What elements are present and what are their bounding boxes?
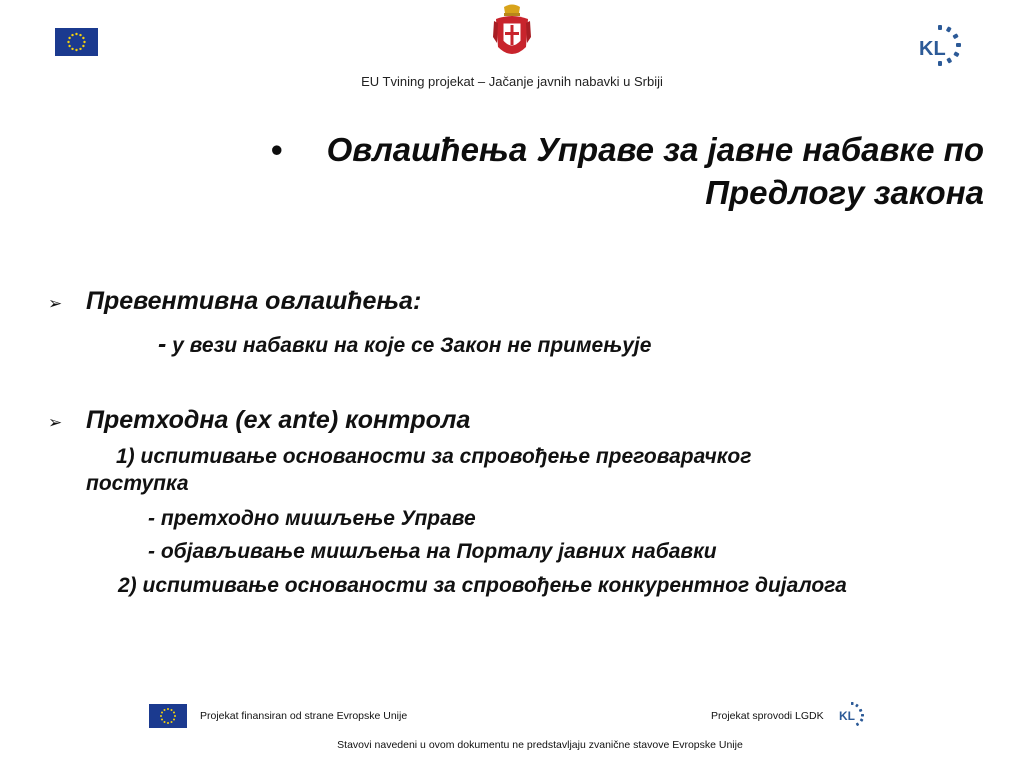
- footer-kl-logo-icon: [838, 702, 868, 728]
- footer-disclaimer: Stavovi navedeni u ovom dokumentu ne predstavljaju zvanične stavove Evropske Unije: [337, 739, 743, 751]
- serbia-coat-of-arms-icon: [492, 3, 532, 63]
- footer-implementer-text: Projekat sprovodi LGDK: [711, 710, 824, 722]
- project-subtitle: EU Tvining projekat – Jačanje javnih nabavki u Srbiji: [361, 74, 663, 89]
- title-line-1: Овлашћења Управе за јавне набавке по: [326, 131, 984, 168]
- section-ex-ante: [48, 406, 948, 435]
- preventive-item: [158, 330, 958, 359]
- item-dash: -: [158, 330, 167, 358]
- svg-text:KL: KL: [839, 709, 855, 723]
- footer-eu-flag-icon: [149, 704, 187, 728]
- title-line-2: Предлогу закона: [705, 174, 984, 211]
- section-preventive: [48, 287, 948, 316]
- ex-ante-sub-item-2: - објављивање мишљења на Порталу јавних набавки: [148, 540, 717, 563]
- page-title: [164, 128, 984, 214]
- section-preventive-heading: Превентивна овлашћења:: [86, 287, 422, 315]
- footer-funding-text: Projekat finansiran od strane Evropske Unije: [200, 710, 408, 722]
- ex-ante-sub-item-1: - претходно мишљење Управе: [148, 507, 476, 530]
- eu-flag-icon: [55, 28, 98, 56]
- kl-logo-icon: [916, 24, 970, 68]
- arrow-bullet-icon: ➢: [48, 294, 63, 313]
- title-bullet: •: [271, 131, 283, 168]
- ex-ante-item-1-line-1: 1) испитивање основаности за спровођење преговарачког: [116, 445, 752, 468]
- ex-ante-item-1-line-2: поступка: [86, 472, 189, 495]
- svg-text:KL: KL: [919, 38, 946, 60]
- arrow-bullet-icon: ➢: [48, 413, 63, 432]
- preventive-item-text: у вези набавки на које се Закон не примењује: [172, 334, 652, 357]
- section-ex-ante-heading: Претходна (ex ante) контрола: [86, 406, 471, 434]
- ex-ante-item-2: 2) испитивање основаности за спровођење конкурентног дијалога: [118, 574, 847, 597]
